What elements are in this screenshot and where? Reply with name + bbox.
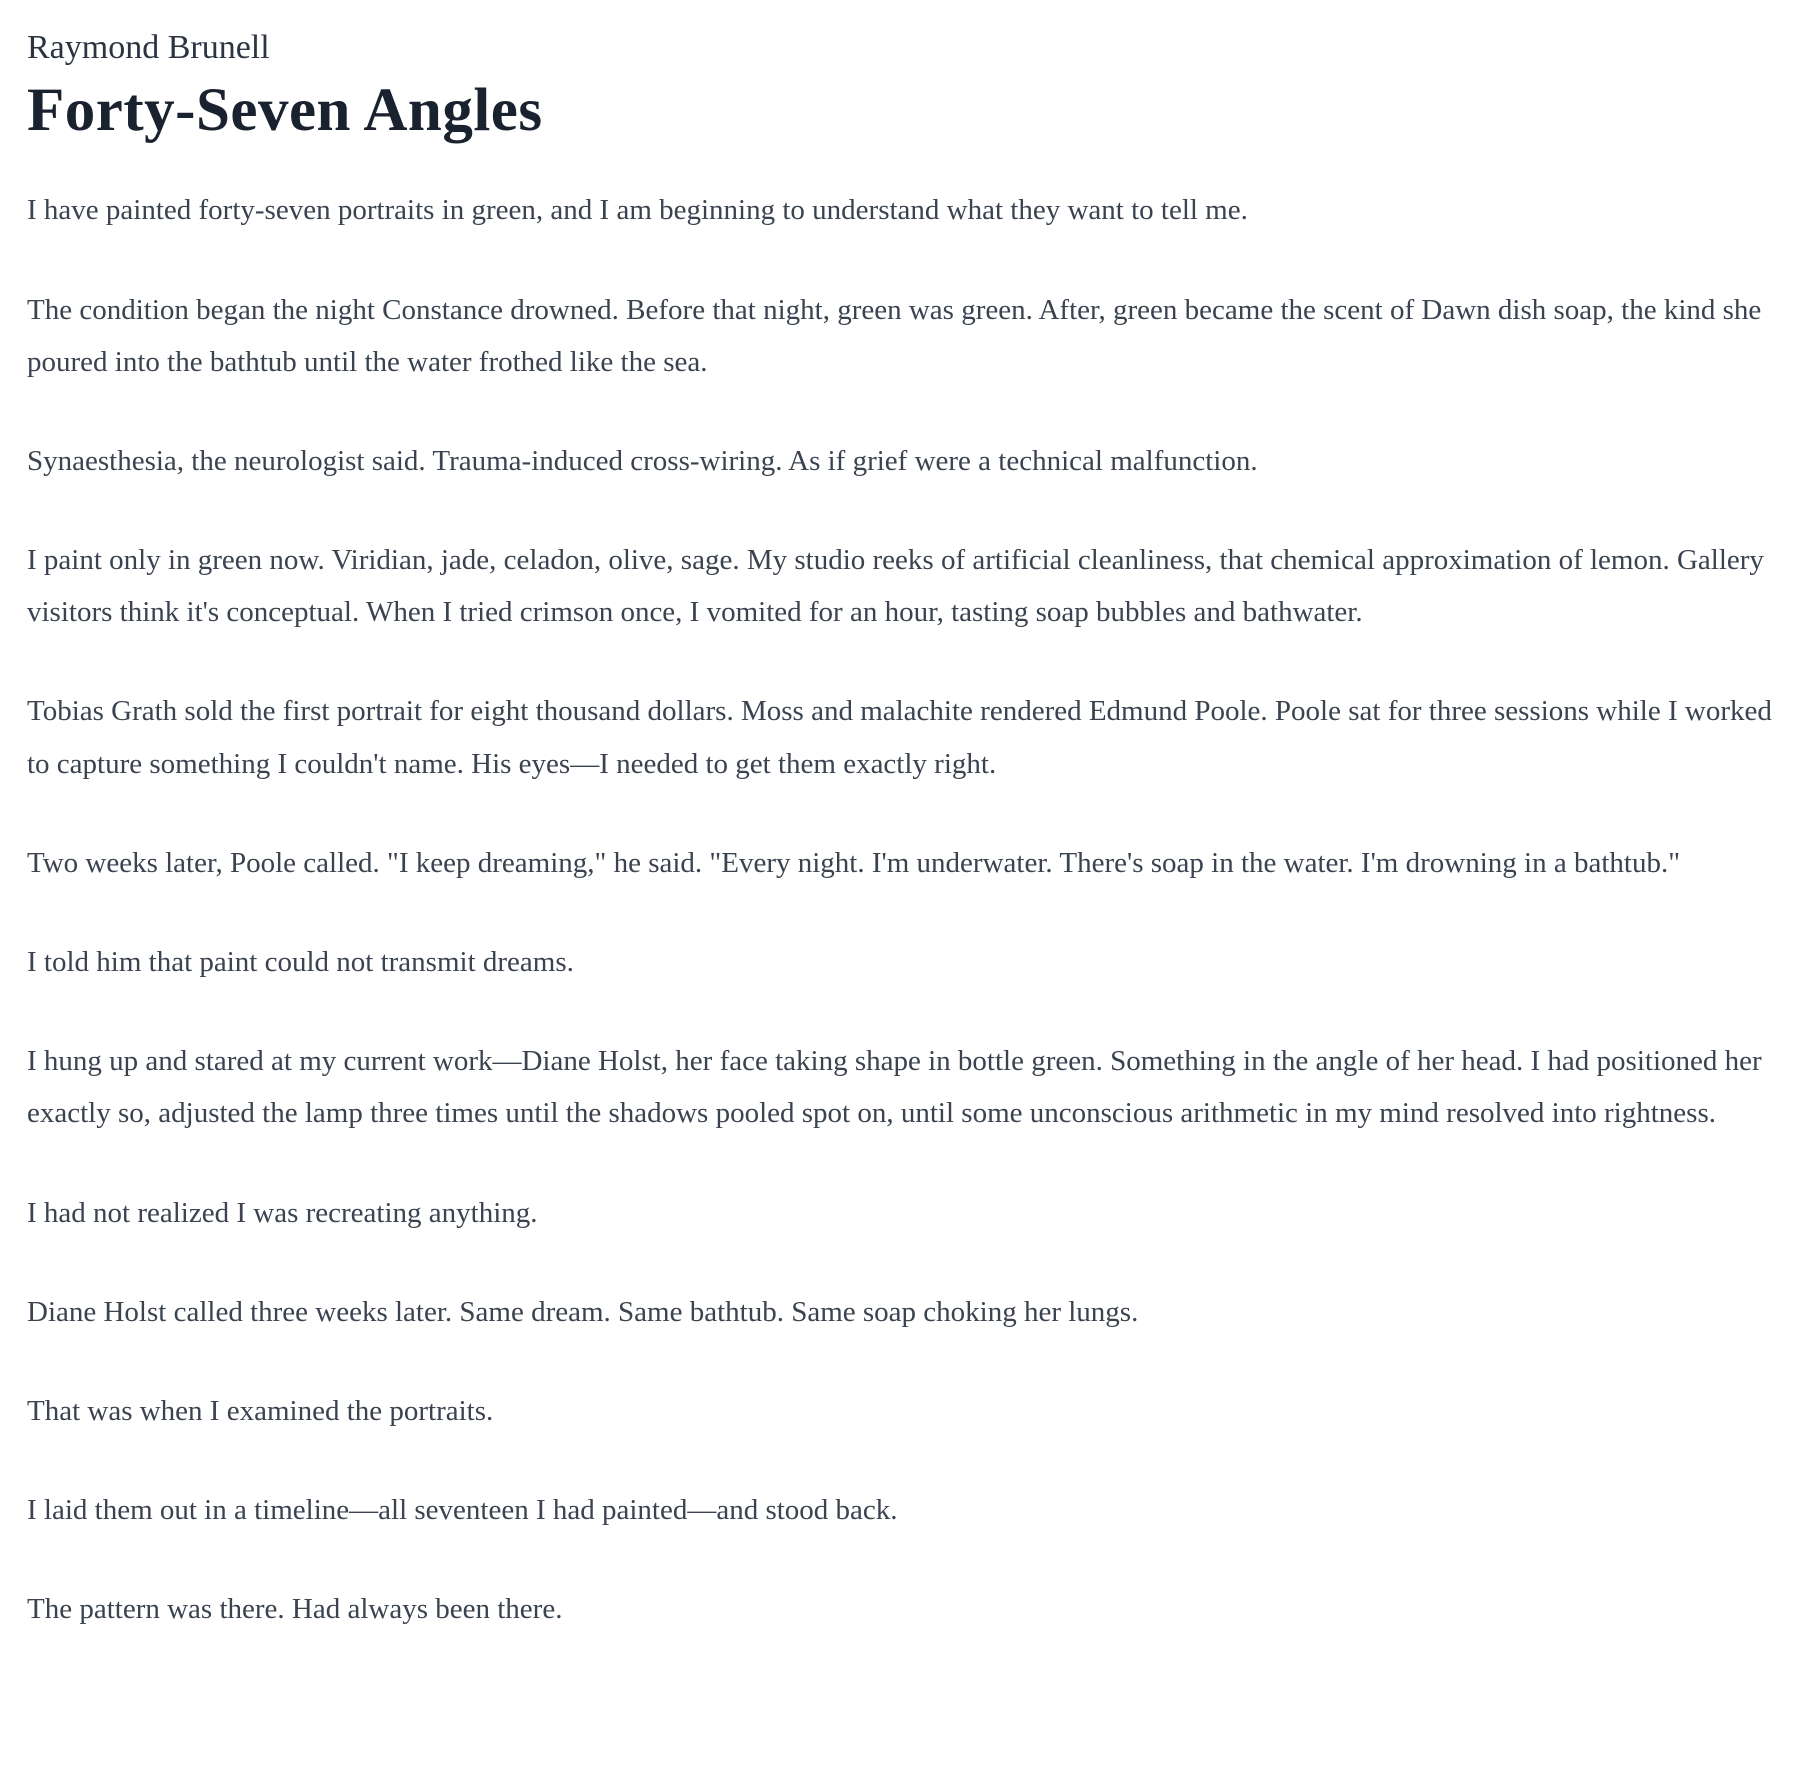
paragraph: I laid them out in a timeline—all seventeen I had painted—and stood back. <box>27 1494 898 1527</box>
paragraph: The condition began the night Constance drowned. Before that night, green was green. After, green became the scent of Dawn dish soap, the kind she poured into the bathtub until the water frothed like the sea. <box>27 293 1762 378</box>
paragraph: Diane Holst called three weeks later. Same dream. Same bathtub. Same soap choking her lungs. <box>27 1295 1139 1328</box>
paragraph: I have painted forty-seven portraits in green, and I am beginning to understand what they want to tell me. <box>27 194 1248 227</box>
paragraph: The pattern was there. Had always been there. <box>27 1593 563 1626</box>
author-byline: Raymond Brunell <box>27 29 270 66</box>
paragraph: Tobias Grath sold the first portrait for eight thousand dollars. Moss and malachite rendered Edmund Poole. Poole sat for three sessions while I worked to capture something I couldn't name. His eyes—I needed to get them exactly right. <box>27 695 1772 780</box>
paragraph: I paint only in green now. Viridian, jade, celadon, olive, sage. My studio reeks of artificial cleanliness, that chemical approximation of lemon. Gallery visitors think it's conceptual. When I tried crimson once, I vomited for an hour, tasting soap bubbles and bathwater. <box>27 544 1764 629</box>
page-title: Forty-Seven Angles <box>27 77 543 145</box>
paragraph: I hung up and stared at my current work—Diane Holst, her face taking shape in bottle green. Something in the angle of her head. I had positioned her exactly so, adjusted the lamp three times until the shadows pooled spot on, until some unconscious arithmetic in my mind resolved into rightness. <box>27 1045 1762 1130</box>
paragraph: Two weeks later, Poole called. "I keep dreaming," he said. "Every night. I'm underwater. There's soap in the water. I'm drowning in a bathtub." <box>27 846 1681 879</box>
paragraph: That was when I examined the portraits. <box>27 1394 494 1427</box>
paragraph: I had not realized I was recreating anything. <box>27 1196 538 1229</box>
paragraph: Synaesthesia, the neurologist said. Trauma-induced cross-wiring. As if grief were a technical malfunction. <box>27 444 1258 477</box>
paragraph: I told him that paint could not transmit dreams. <box>27 946 574 979</box>
story-body <box>27 184 1781 1635</box>
